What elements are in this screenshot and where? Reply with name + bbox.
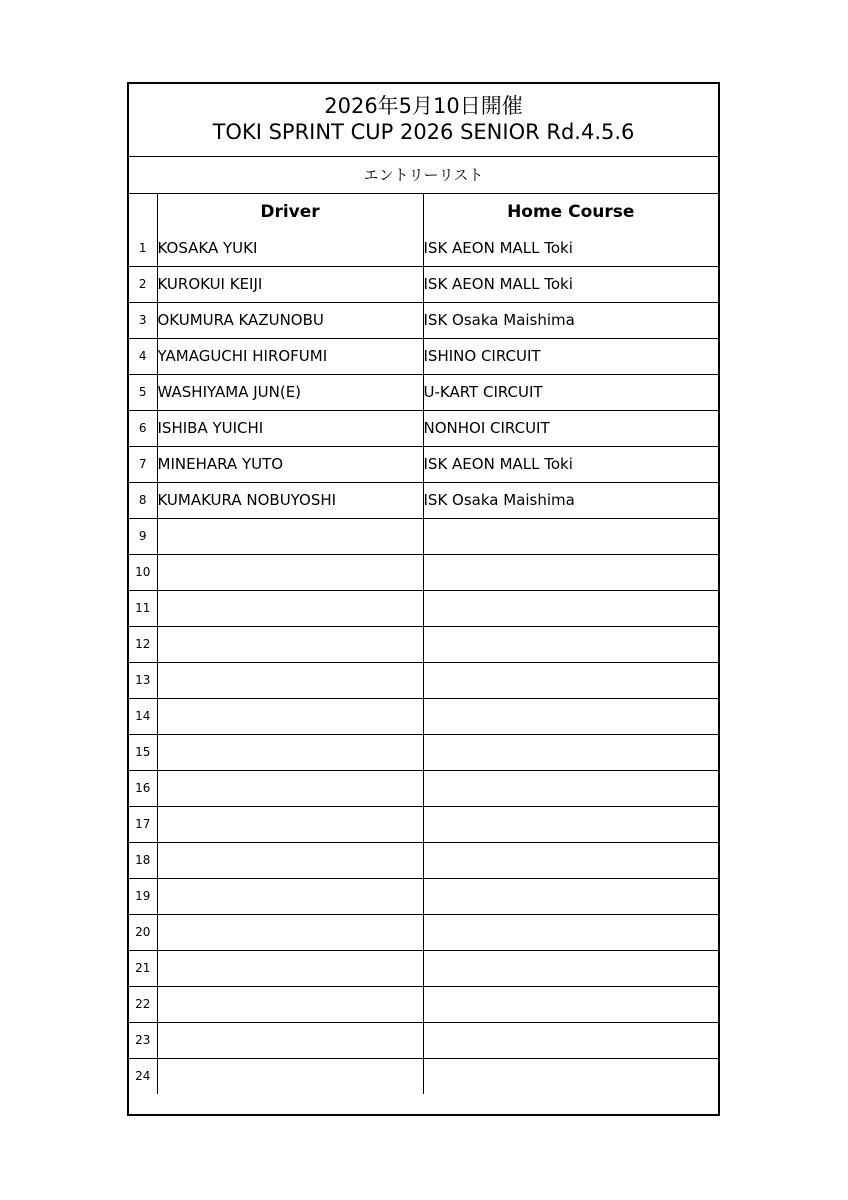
home-course-cell: NONHOI CIRCUIT: [423, 410, 718, 446]
driver-name-cell: KUROKUI KEIJI: [157, 266, 423, 302]
entry-list-sheet: [127, 82, 720, 1116]
driver-name-cell: [157, 518, 423, 554]
table-row: [129, 698, 718, 734]
table-row: [129, 446, 718, 482]
home-course-cell: [423, 950, 718, 986]
entry-number-cell: 23: [129, 1022, 157, 1058]
entry-number-cell: 9: [129, 518, 157, 554]
driver-name-cell: KUMAKURA NOBUYOSHI: [157, 482, 423, 518]
entry-rows: [129, 230, 718, 1094]
table-row: [129, 770, 718, 806]
entry-number-cell: 24: [129, 1058, 157, 1094]
entry-number-cell: 11: [129, 590, 157, 626]
column-header-home-course: Home Course: [423, 194, 718, 230]
driver-name-cell: [157, 662, 423, 698]
entry-number-cell: 17: [129, 806, 157, 842]
entry-number-cell: 18: [129, 842, 157, 878]
home-course-cell: [423, 842, 718, 878]
driver-name-cell: [157, 1022, 423, 1058]
driver-name-cell: YAMAGUCHI HIROFUMI: [157, 338, 423, 374]
driver-name-cell: KOSAKA YUKI: [157, 230, 423, 266]
entry-number-cell: 16: [129, 770, 157, 806]
driver-name-cell: [157, 878, 423, 914]
driver-name-cell: [157, 950, 423, 986]
home-course-cell: [423, 1022, 718, 1058]
home-course-cell: ISK AEON MALL Toki: [423, 230, 718, 266]
home-course-cell: [423, 662, 718, 698]
entry-number-cell: 14: [129, 698, 157, 734]
table-row: [129, 554, 718, 590]
home-course-cell: [423, 914, 718, 950]
home-course-cell: ISK AEON MALL Toki: [423, 266, 718, 302]
home-course-cell: U-KART CIRCUIT: [423, 374, 718, 410]
entry-number-cell: 8: [129, 482, 157, 518]
table-header-row: [129, 194, 718, 230]
entry-number-cell: 20: [129, 914, 157, 950]
driver-name-cell: ISHIBA YUICHI: [157, 410, 423, 446]
table-row: [129, 518, 718, 554]
entry-number-cell: 12: [129, 626, 157, 662]
entry-number-cell: 13: [129, 662, 157, 698]
entry-number-cell: 3: [129, 302, 157, 338]
driver-name-cell: [157, 806, 423, 842]
home-course-cell: [423, 770, 718, 806]
entry-table: [129, 194, 718, 1094]
home-course-cell: [423, 878, 718, 914]
driver-name-cell: WASHIYAMA JUN(E): [157, 374, 423, 410]
entry-number-cell: 5: [129, 374, 157, 410]
driver-name-cell: OKUMURA KAZUNOBU: [157, 302, 423, 338]
event-date-title: 2026年5月10日開催: [324, 94, 523, 118]
home-course-cell: [423, 698, 718, 734]
entry-number-cell: 6: [129, 410, 157, 446]
table-row: [129, 626, 718, 662]
driver-name-cell: [157, 1058, 423, 1094]
table-row: [129, 374, 718, 410]
home-course-cell: ISK AEON MALL Toki: [423, 446, 718, 482]
table-row: [129, 842, 718, 878]
entry-number-cell: 19: [129, 878, 157, 914]
entry-number-cell: 21: [129, 950, 157, 986]
table-row: [129, 734, 718, 770]
home-course-cell: [423, 554, 718, 590]
column-header-driver: Driver: [157, 194, 423, 230]
driver-name-cell: [157, 590, 423, 626]
home-course-cell: [423, 1058, 718, 1094]
table-row: [129, 950, 718, 986]
driver-name-cell: [157, 842, 423, 878]
table-row: [129, 338, 718, 374]
table-row: [129, 410, 718, 446]
home-course-cell: ISK Osaka Maishima: [423, 482, 718, 518]
driver-name-cell: [157, 554, 423, 590]
driver-name-cell: [157, 698, 423, 734]
home-course-cell: [423, 734, 718, 770]
driver-name-cell: [157, 914, 423, 950]
driver-name-cell: [157, 770, 423, 806]
driver-name-cell: [157, 986, 423, 1022]
table-row: [129, 914, 718, 950]
entry-list-subtitle: エントリーリスト: [129, 157, 718, 194]
table-row: [129, 806, 718, 842]
entry-number-cell: 22: [129, 986, 157, 1022]
table-row: [129, 1022, 718, 1058]
home-course-cell: ISHINO CIRCUIT: [423, 338, 718, 374]
table-row: [129, 986, 718, 1022]
home-course-cell: [423, 626, 718, 662]
home-course-cell: [423, 518, 718, 554]
entry-number-cell: 4: [129, 338, 157, 374]
table-row: [129, 230, 718, 266]
table-row: [129, 662, 718, 698]
entry-number-cell: 10: [129, 554, 157, 590]
table-row: [129, 482, 718, 518]
home-course-cell: ISK Osaka Maishima: [423, 302, 718, 338]
driver-name-cell: [157, 734, 423, 770]
home-course-cell: [423, 806, 718, 842]
home-course-cell: [423, 986, 718, 1022]
entry-number-cell: 2: [129, 266, 157, 302]
table-row: [129, 1058, 718, 1094]
title-block: [129, 84, 718, 157]
driver-name-cell: MINEHARA YUTO: [157, 446, 423, 482]
entry-number-cell: 1: [129, 230, 157, 266]
home-course-cell: [423, 590, 718, 626]
driver-name-cell: [157, 626, 423, 662]
event-name-title: TOKI SPRINT CUP 2026 SENIOR Rd.4.5.6: [212, 120, 635, 144]
table-row: [129, 878, 718, 914]
table-row: [129, 590, 718, 626]
table-row: [129, 266, 718, 302]
table-row: [129, 302, 718, 338]
entry-number-cell: 7: [129, 446, 157, 482]
entry-number-cell: 15: [129, 734, 157, 770]
column-header-number: [129, 194, 157, 230]
